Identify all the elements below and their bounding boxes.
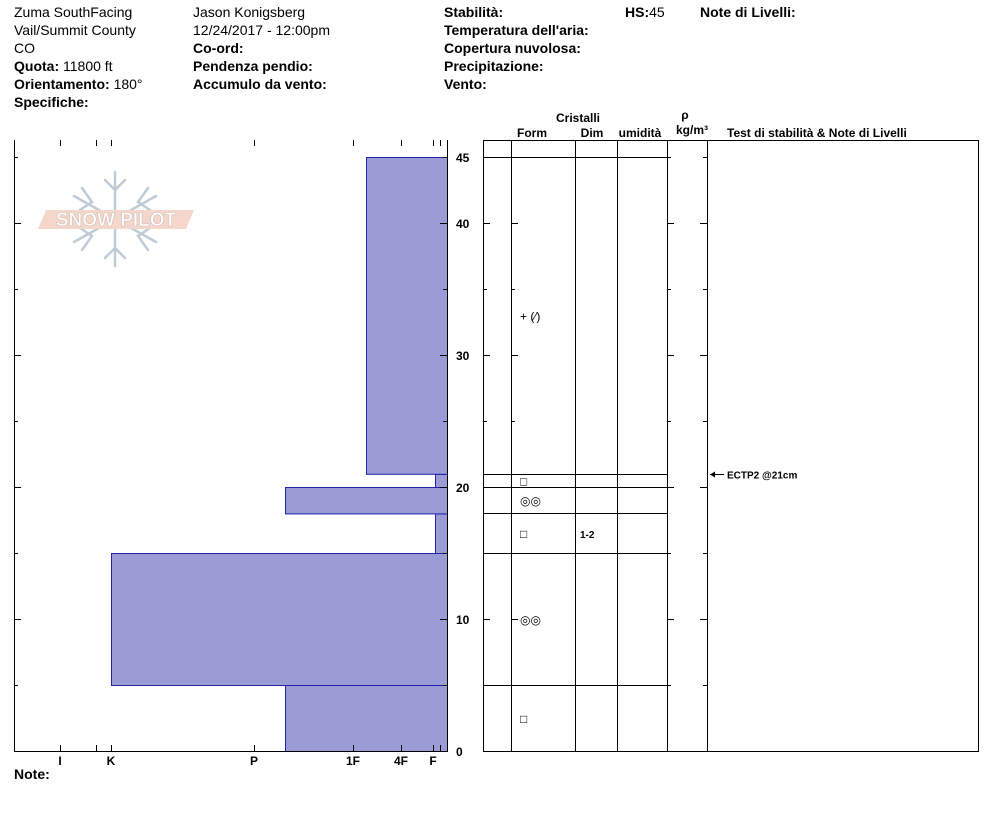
- hardness-tick-label: K: [106, 754, 116, 768]
- specifics-label: Specifiche:: [14, 94, 89, 110]
- y-tick-label: 40: [456, 217, 470, 231]
- state: CO: [14, 40, 35, 56]
- aspect-label: Orientamento:: [14, 76, 110, 92]
- datetime: 12/24/2017 - 12:00pm: [193, 22, 330, 38]
- grain-size: 1-2: [580, 530, 595, 542]
- arrowhead-icon: [710, 472, 715, 478]
- grain-form: □: [520, 474, 528, 489]
- col-rho: ρ: [681, 108, 689, 122]
- region: Vail/Summit County: [14, 22, 136, 38]
- hardness-bar-5: [367, 158, 448, 475]
- col-moisture: umidità: [618, 126, 662, 140]
- grain-form: ◎◎: [520, 613, 541, 627]
- snowpilot-logo: [38, 172, 194, 266]
- hardness-tick-label: 4F: [393, 754, 409, 768]
- wind-label: Vento:: [444, 76, 487, 92]
- col-size: Dim: [580, 126, 604, 140]
- wind-loading-label: Accumulo da vento:: [193, 76, 327, 92]
- grain-form: ◎◎: [520, 494, 541, 509]
- note-label: Note:: [14, 766, 50, 782]
- col-crystals: Cristalli: [555, 111, 601, 125]
- layer-notes-label: Note di Livelli:: [700, 4, 796, 20]
- elevation-label: Quota:: [14, 58, 60, 74]
- grain-form: + (⁄): [520, 309, 541, 324]
- logo-text: SNOW PILOT: [55, 210, 177, 231]
- hardness-bar-3: [286, 488, 448, 514]
- y-tick-label: 45: [456, 151, 470, 165]
- hs-label: HS:: [625, 4, 650, 20]
- y-tick-label: 10: [456, 613, 470, 627]
- air-temp-label: Temperatura dell'aria:: [444, 22, 589, 38]
- precip-label: Precipitazione:: [444, 58, 544, 74]
- col-form: Form: [517, 126, 547, 140]
- grain-form: □: [520, 527, 528, 542]
- hardness-tick-label: 1F: [345, 754, 361, 768]
- elevation-value: 11800 ft: [63, 58, 113, 74]
- stability-label: Stabilità:: [444, 4, 504, 20]
- hardness-tick-label: F: [429, 754, 437, 768]
- hardness-bar-1: [112, 554, 448, 686]
- y-tick-label: 0: [456, 745, 463, 759]
- y-tick-label: 30: [456, 349, 470, 363]
- grain-form: □: [520, 712, 528, 726]
- hardness-bar-2: [436, 514, 448, 554]
- hs-value: 45: [649, 4, 665, 20]
- hardness-bar-0: [286, 686, 448, 752]
- observer: Jason Konigsberg: [193, 4, 306, 20]
- location: Zuma SouthFacing: [14, 4, 133, 20]
- y-tick-label: 20: [456, 481, 470, 495]
- slope-label: Pendenza pendio:: [193, 58, 313, 74]
- coord-label: Co-ord:: [193, 40, 244, 56]
- hardness-tick-label: P: [249, 754, 259, 768]
- hardness-bar-4: [436, 474, 448, 487]
- cloud-cover-label: Copertura nuvolosa:: [444, 40, 581, 56]
- hardness-tick-label: I: [58, 754, 62, 768]
- col-stability-notes: Test di stabilità & Note di Livelli: [727, 126, 907, 140]
- col-density-unit: kg/m³: [675, 123, 709, 137]
- aspect-value: 180°: [113, 76, 143, 92]
- stability-test-label: ECTP2 @21cm: [727, 470, 798, 482]
